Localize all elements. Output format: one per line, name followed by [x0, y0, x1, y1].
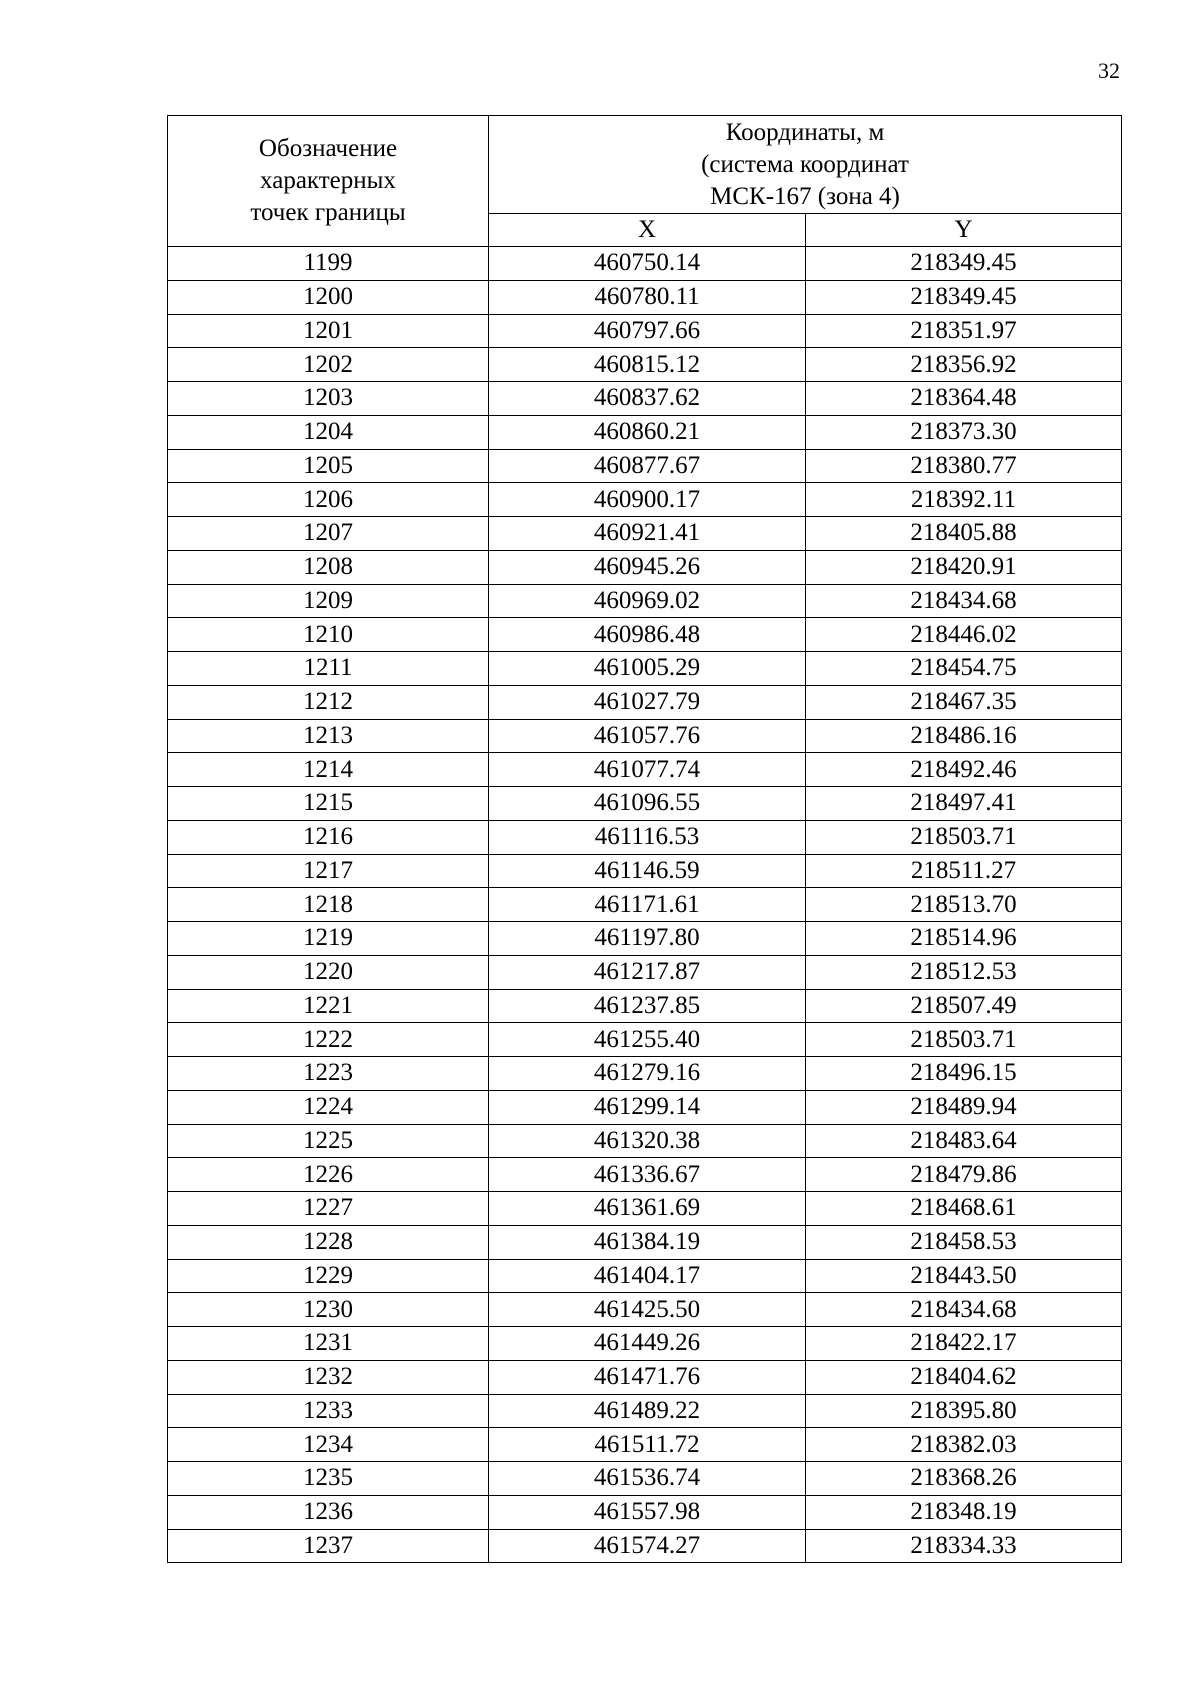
cell-y: 218496.15 [806, 1057, 1122, 1091]
cell-x: 461237.85 [489, 989, 806, 1023]
table-row [168, 1293, 1122, 1327]
cell-point: 1236 [168, 1495, 489, 1529]
table-row [168, 348, 1122, 382]
cell-y: 218348.19 [806, 1495, 1122, 1529]
table-row [168, 415, 1122, 449]
table-header [168, 116, 1122, 247]
table-row [168, 652, 1122, 686]
cell-point: 1228 [168, 1225, 489, 1259]
cell-x: 460815.12 [489, 348, 806, 382]
cell-point: 1227 [168, 1192, 489, 1226]
cell-point: 1212 [168, 685, 489, 719]
table-row [168, 584, 1122, 618]
cell-y: 218443.50 [806, 1259, 1122, 1293]
table-row [168, 247, 1122, 281]
table-row [168, 719, 1122, 753]
cell-y: 218507.49 [806, 989, 1122, 1023]
cell-x: 461449.26 [489, 1327, 806, 1361]
cell-x: 461116.53 [489, 820, 806, 854]
table-row [168, 1158, 1122, 1192]
table-row [168, 483, 1122, 517]
cell-y: 218395.80 [806, 1394, 1122, 1428]
table-row [168, 1090, 1122, 1124]
cell-x: 461471.76 [489, 1360, 806, 1394]
cell-x: 461536.74 [489, 1462, 806, 1496]
cell-x: 461197.80 [489, 922, 806, 956]
cell-y: 218434.68 [806, 1293, 1122, 1327]
cell-point: 1230 [168, 1293, 489, 1327]
cell-x: 460969.02 [489, 584, 806, 618]
cell-x: 460921.41 [489, 517, 806, 551]
cell-point: 1217 [168, 854, 489, 888]
cell-y: 218420.91 [806, 550, 1122, 584]
cell-point: 1237 [168, 1529, 489, 1563]
cell-x: 460900.17 [489, 483, 806, 517]
cell-point: 1210 [168, 618, 489, 652]
header-coordinates-line: (система координат [701, 150, 909, 178]
cell-x: 460797.66 [489, 314, 806, 348]
cell-y: 218492.46 [806, 753, 1122, 787]
table-row [168, 382, 1122, 416]
cell-y: 218483.64 [806, 1124, 1122, 1158]
table-row [168, 753, 1122, 787]
table-body [168, 247, 1122, 1563]
cell-y: 218514.96 [806, 922, 1122, 956]
cell-x: 461320.38 [489, 1124, 806, 1158]
cell-x: 461005.29 [489, 652, 806, 686]
cell-y: 218380.77 [806, 449, 1122, 483]
cell-x: 461489.22 [489, 1394, 806, 1428]
cell-y: 218356.92 [806, 348, 1122, 382]
cell-point: 1221 [168, 989, 489, 1023]
cell-x: 460837.62 [489, 382, 806, 416]
table-row [168, 1023, 1122, 1057]
cell-y: 218349.45 [806, 247, 1122, 281]
cell-x: 460877.67 [489, 449, 806, 483]
cell-y: 218334.33 [806, 1529, 1122, 1563]
cell-y: 218454.75 [806, 652, 1122, 686]
cell-point: 1205 [168, 449, 489, 483]
cell-x: 461557.98 [489, 1495, 806, 1529]
table-row [168, 449, 1122, 483]
header-designation-line: характерных [260, 167, 396, 194]
table-row [168, 989, 1122, 1023]
cell-x: 460750.14 [489, 247, 806, 281]
table-row [168, 517, 1122, 551]
cell-x: 461425.50 [489, 1293, 806, 1327]
cell-point: 1219 [168, 922, 489, 956]
table-row [168, 280, 1122, 314]
header-designation-line: точек границы [250, 199, 406, 226]
cell-x: 461027.79 [489, 685, 806, 719]
cell-y: 218511.27 [806, 854, 1122, 888]
coordinates-table [167, 115, 1122, 1563]
table-row [168, 618, 1122, 652]
cell-point: 1232 [168, 1360, 489, 1394]
cell-point: 1214 [168, 753, 489, 787]
cell-x: 461096.55 [489, 787, 806, 821]
table-row [168, 1057, 1122, 1091]
cell-y: 218468.61 [806, 1192, 1122, 1226]
cell-x: 461077.74 [489, 753, 806, 787]
cell-point: 1202 [168, 348, 489, 382]
cell-x: 460945.26 [489, 550, 806, 584]
cell-y: 218489.94 [806, 1090, 1122, 1124]
cell-y: 218503.71 [806, 1023, 1122, 1057]
table-row [168, 1495, 1122, 1529]
cell-point: 1201 [168, 314, 489, 348]
header-designation-line: Обозначение [258, 135, 398, 162]
cell-y: 218349.45 [806, 280, 1122, 314]
table-row [168, 955, 1122, 989]
page-number: 32 [1098, 58, 1120, 83]
cell-point: 1203 [168, 382, 489, 416]
cell-y: 218364.48 [806, 382, 1122, 416]
cell-point: 1200 [168, 280, 489, 314]
cell-y: 218404.62 [806, 1360, 1122, 1394]
table-row [168, 1192, 1122, 1226]
cell-point: 1206 [168, 483, 489, 517]
cell-x: 461384.19 [489, 1225, 806, 1259]
cell-x: 461217.87 [489, 955, 806, 989]
table-row [168, 1394, 1122, 1428]
table-row [168, 1124, 1122, 1158]
table-row [168, 1360, 1122, 1394]
cell-y: 218373.30 [806, 415, 1122, 449]
cell-x: 460986.48 [489, 618, 806, 652]
table-row [168, 1327, 1122, 1361]
table-row [168, 1462, 1122, 1496]
cell-x: 460860.21 [489, 415, 806, 449]
cell-y: 218446.02 [806, 618, 1122, 652]
cell-point: 1226 [168, 1158, 489, 1192]
table-row [168, 1529, 1122, 1563]
header-coordinates-line: МСК-167 (зона 4) [710, 182, 900, 210]
cell-point: 1225 [168, 1124, 489, 1158]
cell-y: 218422.17 [806, 1327, 1122, 1361]
cell-x: 461336.67 [489, 1158, 806, 1192]
table-row [168, 550, 1122, 584]
cell-x: 461255.40 [489, 1023, 806, 1057]
cell-point: 1233 [168, 1394, 489, 1428]
header-designation [168, 116, 489, 247]
table-row [168, 820, 1122, 854]
cell-y: 218382.03 [806, 1428, 1122, 1462]
cell-point: 1235 [168, 1462, 489, 1496]
cell-y: 218467.35 [806, 685, 1122, 719]
cell-point: 1213 [168, 719, 489, 753]
cell-point: 1229 [168, 1259, 489, 1293]
cell-y: 218434.68 [806, 584, 1122, 618]
cell-y: 218368.26 [806, 1462, 1122, 1496]
cell-point: 1231 [168, 1327, 489, 1361]
cell-point: 1216 [168, 820, 489, 854]
cell-y: 218458.53 [806, 1225, 1122, 1259]
table-row [168, 685, 1122, 719]
cell-point: 1218 [168, 888, 489, 922]
cell-point: 1220 [168, 955, 489, 989]
cell-x: 461171.61 [489, 888, 806, 922]
table-row [168, 1259, 1122, 1293]
cell-x: 461574.27 [489, 1529, 806, 1563]
table-row [168, 922, 1122, 956]
cell-point: 1204 [168, 415, 489, 449]
cell-x: 461146.59 [489, 854, 806, 888]
cell-y: 218512.53 [806, 955, 1122, 989]
cell-point: 1199 [168, 247, 489, 281]
cell-y: 218503.71 [806, 820, 1122, 854]
header-x: X [489, 214, 806, 247]
cell-y: 218479.86 [806, 1158, 1122, 1192]
table-row [168, 1428, 1122, 1462]
cell-y: 218513.70 [806, 888, 1122, 922]
cell-y: 218486.16 [806, 719, 1122, 753]
cell-x: 461361.69 [489, 1192, 806, 1226]
cell-x: 461511.72 [489, 1428, 806, 1462]
cell-point: 1211 [168, 652, 489, 686]
cell-x: 461299.14 [489, 1090, 806, 1124]
cell-point: 1207 [168, 517, 489, 551]
header-row [168, 116, 1122, 214]
table-row [168, 854, 1122, 888]
table-row [168, 787, 1122, 821]
cell-x: 461404.17 [489, 1259, 806, 1293]
table-row [168, 888, 1122, 922]
cell-y: 218497.41 [806, 787, 1122, 821]
cell-point: 1209 [168, 584, 489, 618]
cell-x: 460780.11 [489, 280, 806, 314]
cell-y: 218392.11 [806, 483, 1122, 517]
table-row [168, 1225, 1122, 1259]
header-coordinates-line: Координаты, м [725, 118, 885, 146]
cell-y: 218351.97 [806, 314, 1122, 348]
header-coordinates [489, 116, 1122, 214]
cell-x: 461057.76 [489, 719, 806, 753]
cell-point: 1208 [168, 550, 489, 584]
cell-point: 1223 [168, 1057, 489, 1091]
header-y: Y [806, 214, 1122, 247]
table-row [168, 314, 1122, 348]
cell-point: 1222 [168, 1023, 489, 1057]
cell-x: 461279.16 [489, 1057, 806, 1091]
cell-y: 218405.88 [806, 517, 1122, 551]
cell-point: 1215 [168, 787, 489, 821]
cell-point: 1234 [168, 1428, 489, 1462]
cell-point: 1224 [168, 1090, 489, 1124]
